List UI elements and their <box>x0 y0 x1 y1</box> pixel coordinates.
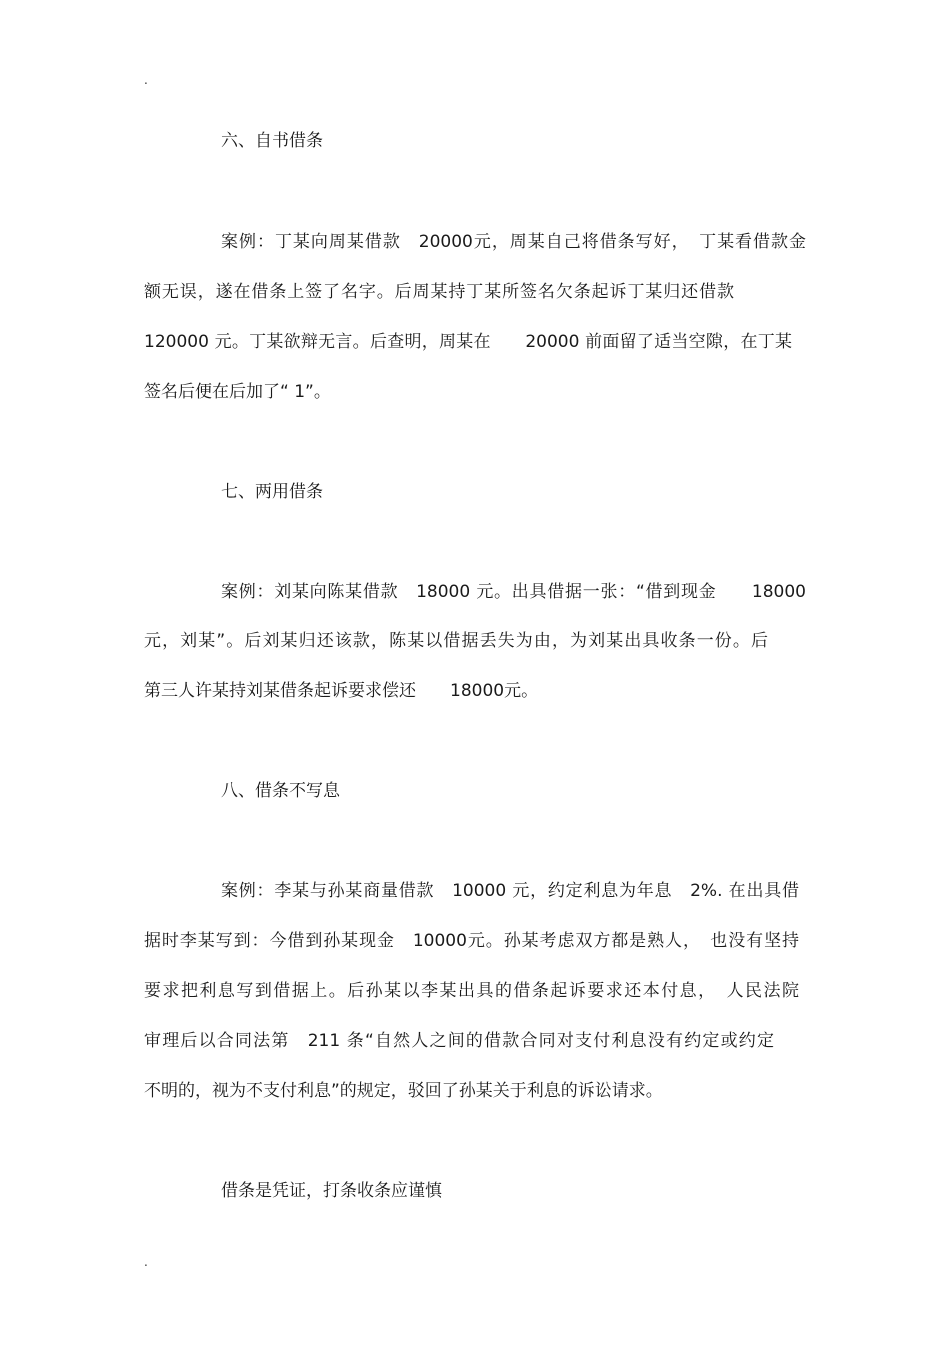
page-bottom-mark: . <box>144 1255 148 1269</box>
paragraph-line: 案例：丁某向周某借款 20000元，周某自己将借条写好， 丁某看借款金 <box>221 232 806 252</box>
page-top-mark: . <box>144 73 148 87</box>
paragraph-line: 审理后以合同法第 211 条“自然人之间的借款合同对支付利息没有约定或约定 <box>144 1031 774 1051</box>
paragraph-line: 120000 元。丁某欲辩无言。后查明，周某在 20000 前面留了适当空隙，在丁某 <box>144 332 792 352</box>
paragraph-line: 案例：刘某向陈某借款 18000 元。出具借据一张：“借到现金 18000 <box>221 582 806 602</box>
paragraph-line: 第三人许某持刘某借条起诉要求偿还 18000元。 <box>144 681 539 701</box>
paragraph-line: 签名后便在后加了“ 1”。 <box>144 382 331 402</box>
section-heading-6: 六、自书借条 <box>221 131 323 151</box>
closing-heading: 借条是凭证，打条收条应谨慎 <box>221 1181 442 1201</box>
paragraph-line: 额无误，遂在借条上签了名字。后周某持丁某所签名欠条起诉丁某归还借款 <box>144 282 734 302</box>
paragraph-line: 要求把利息写到借据上。后孙某以李某出具的借条起诉要求还本付息， 人民法院 <box>144 981 799 1001</box>
section-heading-8: 八、借条不写息 <box>221 781 340 801</box>
paragraph-line: 案例：李某与孙某商量借款 10000 元，约定利息为年息 2%. 在出具借 <box>221 881 799 901</box>
paragraph-line: 据时李某写到：今借到孙某现金 10000元。孙某考虑双方都是熟人， 也没有坚持 <box>144 931 799 951</box>
paragraph-line: 元，刘某”。后刘某归还该款，陈某以借据丢失为由，为刘某出具收条一份。后 <box>144 631 768 651</box>
paragraph-line: 不明的，视为不支付利息”的规定，驳回了孙某关于利息的诉讼请求。 <box>144 1081 663 1101</box>
section-heading-7: 七、两用借条 <box>221 482 323 502</box>
